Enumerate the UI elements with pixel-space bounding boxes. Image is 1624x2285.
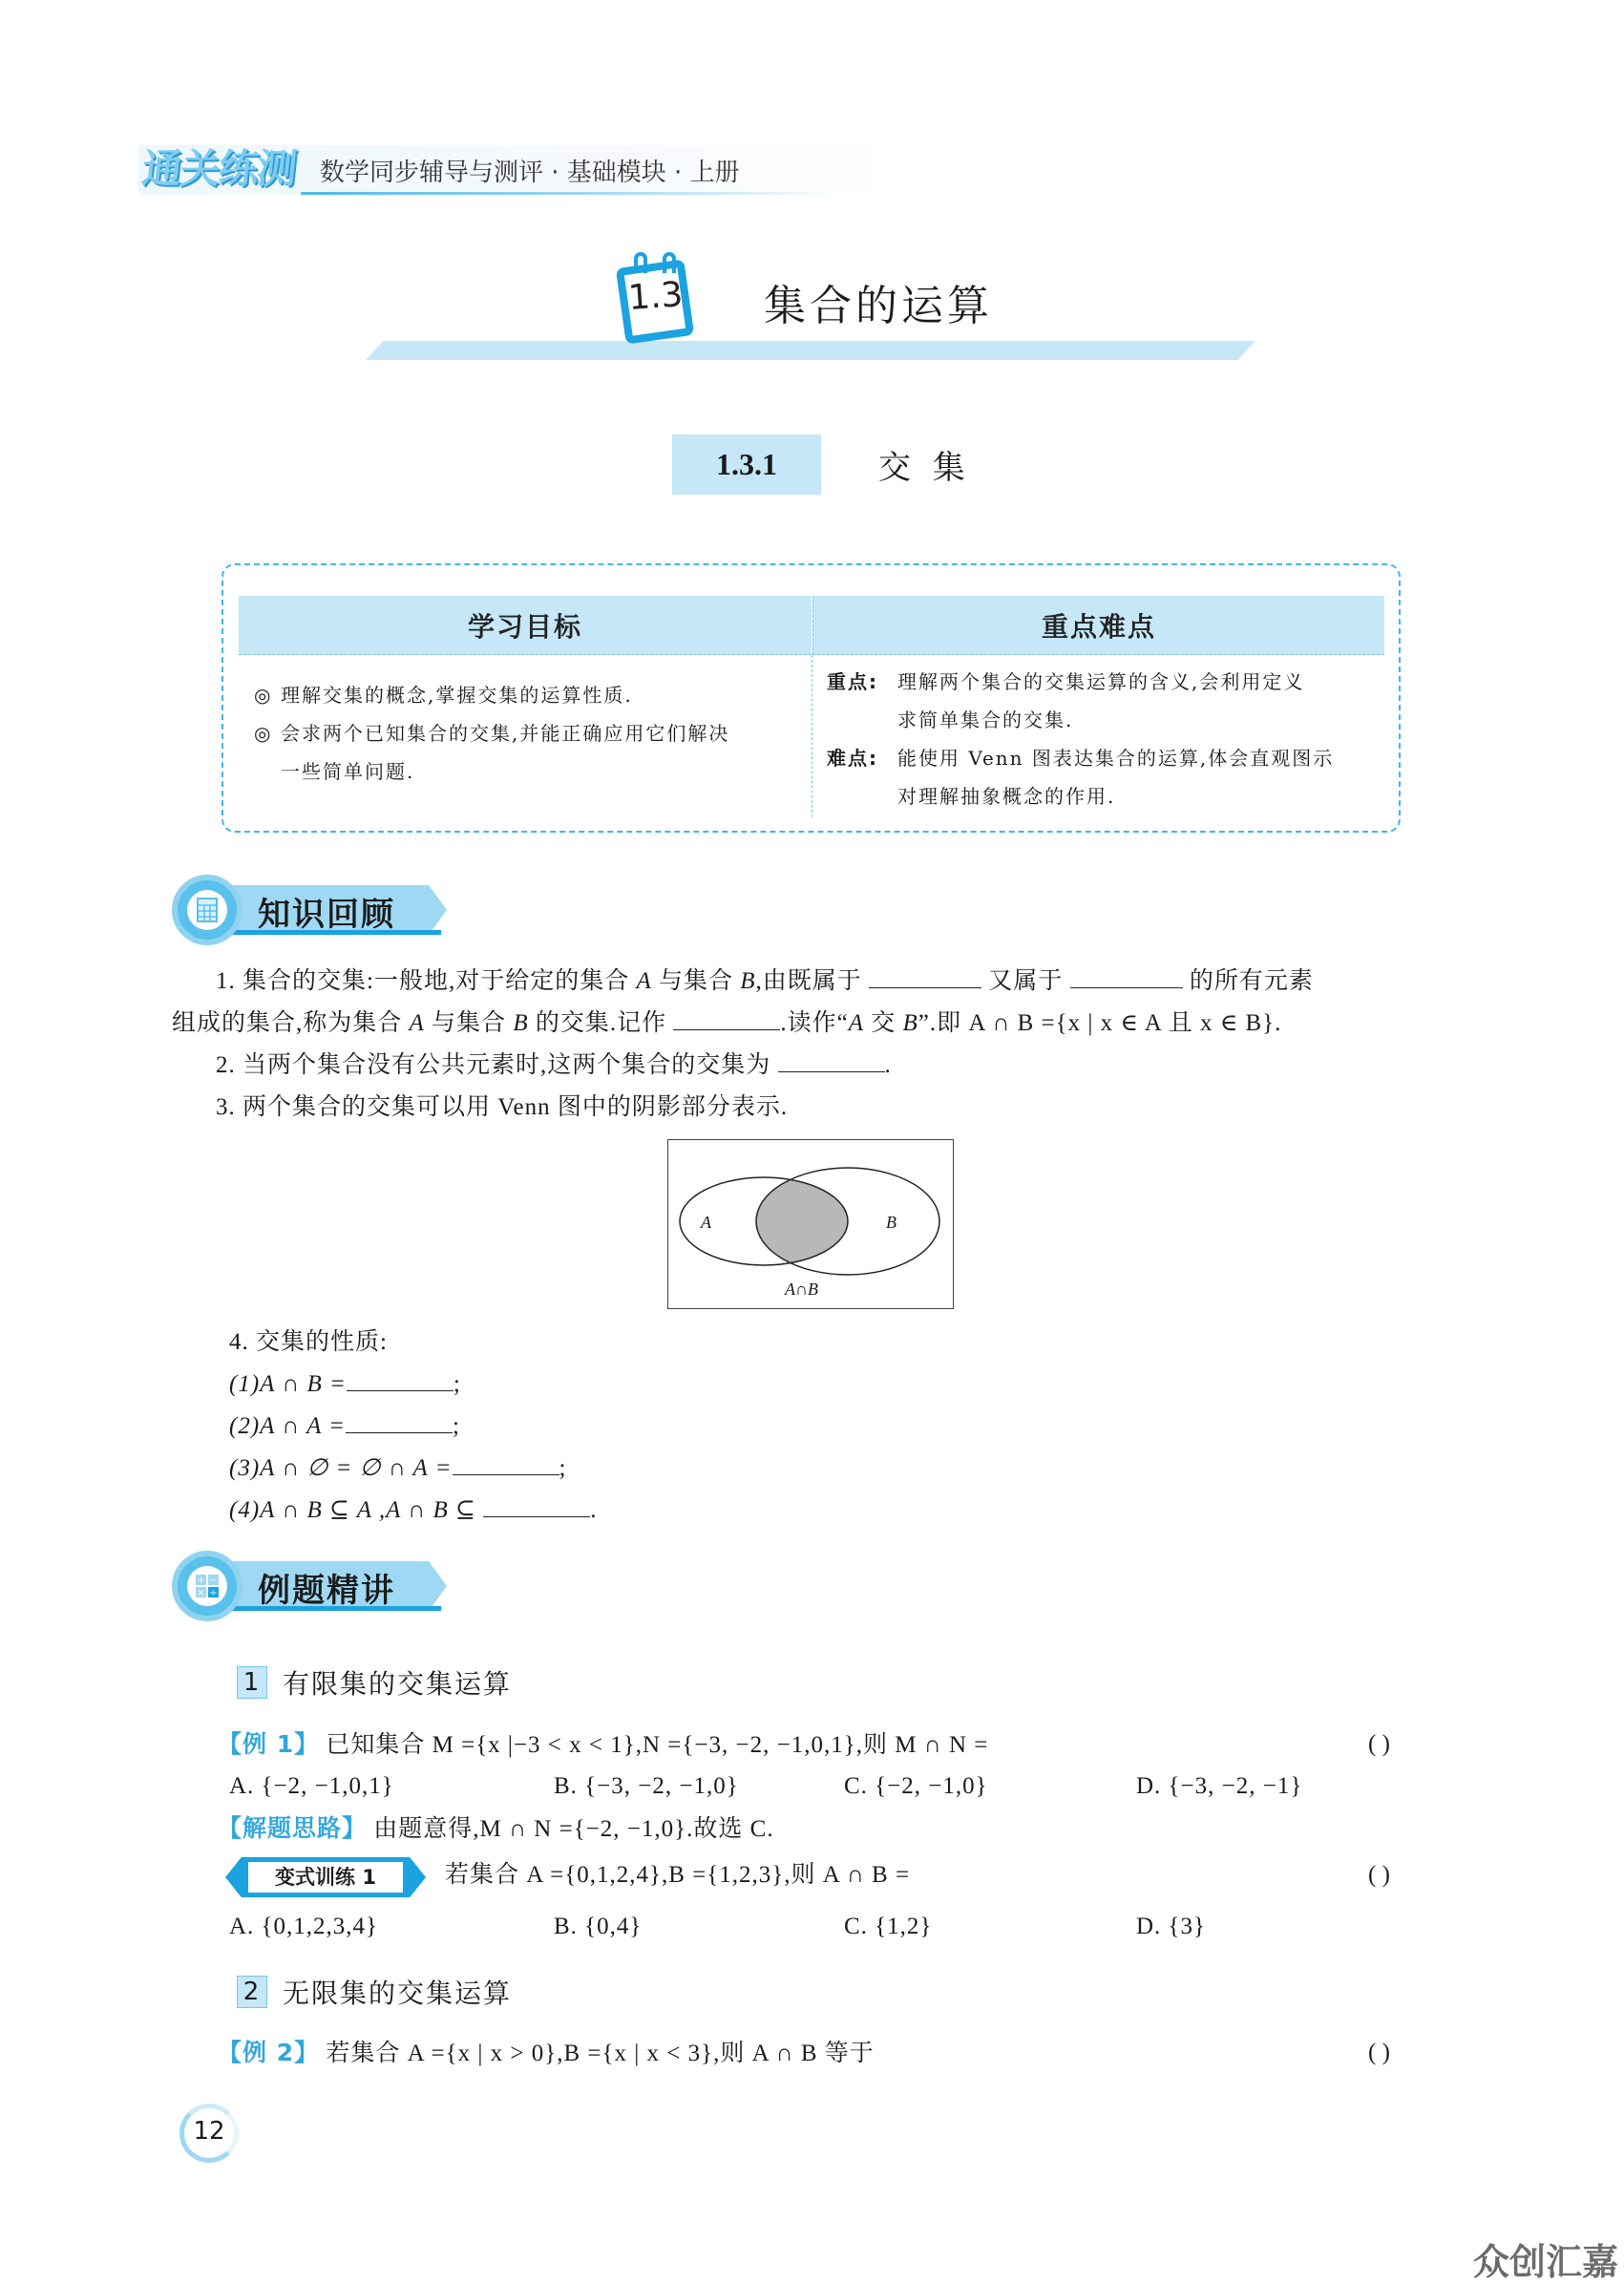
running-header xyxy=(138,141,893,199)
fill-blank[interactable] xyxy=(483,1491,590,1517)
watermark: 众创汇嘉 xyxy=(1473,2241,1619,2283)
double-circle-bullet-icon: ◎ xyxy=(254,722,273,745)
review-item-1-line-2: 组成的集合,称为集合 A 与集合 B 的交集.记作 .读作“A 交 B”.即 A ∩ B ={x | x ∈ A 且 x ∈ B}. xyxy=(172,1003,1281,1045)
chapter-title: 集合的运算 xyxy=(764,282,993,330)
svg-text:−: − xyxy=(209,1576,218,1586)
option-a: A. {−2, −1,0,1} xyxy=(229,1773,394,1799)
topic-number-badge: 1 xyxy=(237,1666,267,1699)
property-1: (1)A ∩ B = ; xyxy=(229,1364,461,1406)
example-tag: 【例 2】 xyxy=(218,2039,320,2066)
banner-title: 知识回顾 xyxy=(258,896,395,934)
venn-diagram xyxy=(667,1139,954,1309)
key-point-item: 重点: 理解两个集合的交集运算的含义,会利用定义 xyxy=(827,663,1376,701)
set-b-label: B xyxy=(886,1213,896,1232)
learning-goals-heading: 学习目标 xyxy=(239,596,812,655)
example-1-question: 【例 1】 已知集合 M ={x |−3 < x < 1},N ={−3, −2, −1,0,1},则 M ∩ N = xyxy=(218,1730,989,1758)
chapter-number: 1.3 xyxy=(626,275,685,318)
section-title: 交 集 xyxy=(878,449,971,487)
fill-blank[interactable] xyxy=(1070,962,1183,988)
option-c: C. {−2, −1,0} xyxy=(844,1773,988,1799)
difficulty-label: 难点: xyxy=(827,747,878,770)
option-c: C. {1,2} xyxy=(844,1914,933,1939)
svg-text:×: × xyxy=(197,1588,205,1598)
book-subtitle: 数学同步辅导与测评 · 基础模块 · 上册 xyxy=(320,159,740,187)
topic-2-heading xyxy=(237,1973,512,2011)
knowledge-review-banner xyxy=(172,871,449,947)
answer-bracket[interactable]: ( ) xyxy=(1368,1731,1390,1757)
header-underline xyxy=(301,192,835,195)
chapter-title-bar xyxy=(366,341,1255,360)
goal-item-continued: 一些简单问题. xyxy=(281,760,415,783)
example-tag: 【例 1】 xyxy=(218,1730,320,1758)
solution-tag: 【解题思路】 xyxy=(218,1814,368,1842)
example-1-solution: 【解题思路】 由题意得,M ∩ N ={−2, −1,0}.故选 C. xyxy=(218,1814,774,1842)
page-number: 12 xyxy=(193,2117,225,2146)
double-circle-bullet-icon: ◎ xyxy=(254,684,273,707)
fill-blank[interactable] xyxy=(673,1004,780,1030)
calculator-icon xyxy=(187,1566,227,1606)
spreadsheet-icon xyxy=(187,890,227,930)
examples-banner xyxy=(172,1547,449,1623)
key-point-label: 重点: xyxy=(827,670,878,693)
set-a-label: A xyxy=(701,1213,711,1232)
fill-blank[interactable] xyxy=(346,1407,453,1433)
answer-bracket[interactable]: ( ) xyxy=(1368,1862,1390,1888)
property-4: (4)A ∩ B ⊆ A ,A ∩ B ⊆ . xyxy=(229,1490,597,1532)
page-number-badge xyxy=(172,2096,248,2172)
series-logo: 通关练测 xyxy=(139,145,298,192)
goal-item: ◎ 会求两个已知集合的交集,并能正确应用它们解决 xyxy=(254,714,803,752)
banner-title: 例题精讲 xyxy=(258,1572,395,1610)
key-points-list: 重点: 理解两个集合的交集运算的含义,会利用定义 求简单集合的交集. 难点: 能使用 Venn 图表达集合的运算,体会直观图示 对理解抽象概念的作用. xyxy=(827,663,1376,815)
key-points-heading: 重点难点 xyxy=(812,596,1384,655)
option-a: A. {0,1,2,3,4} xyxy=(229,1914,379,1939)
calendar-icon xyxy=(621,250,693,344)
intersection-label: A∩B xyxy=(785,1280,818,1299)
review-item-2: 2. 当两个集合没有公共元素时,这两个集合的交集为 . xyxy=(216,1045,892,1087)
section-number: 1.3.1 xyxy=(672,434,821,495)
fill-blank[interactable] xyxy=(347,1365,453,1391)
property-3: (3)A ∩ ∅ = ∅ ∩ A = ; xyxy=(229,1448,566,1490)
variant-badge: 变式训练 1 xyxy=(225,1857,426,1897)
example-2-question: 【例 2】 若集合 A ={x | x > 0},B ={x | x < 3},则 A ∩ B 等于 xyxy=(218,2039,875,2066)
review-item-3: 3. 两个集合的交集可以用 Venn 图中的阴影部分表示. xyxy=(216,1094,789,1120)
review-item-1-line-1: 1. 集合的交集:一般地,对于给定的集合 A 与集合 B,由既属于 又属于 的所有元素 xyxy=(216,961,1314,1003)
property-2: (2)A ∩ A = ; xyxy=(229,1406,460,1448)
option-b: B. {0,4} xyxy=(554,1914,643,1939)
objectives-box xyxy=(221,563,1401,833)
difficulty-item: 难点: 能使用 Venn 图表达集合的运算,体会直观图示 xyxy=(827,739,1376,777)
topic-1-heading xyxy=(237,1663,512,1702)
svg-text:+: + xyxy=(197,1576,205,1586)
learning-goals-list xyxy=(254,676,803,791)
variant-1-question: 若集合 A ={0,1,2,4},B ={1,2,3},则 A ∩ B = xyxy=(445,1862,911,1888)
option-d: D. {−3, −2, −1} xyxy=(1136,1773,1303,1799)
topic-title: 无限集的交集运算 xyxy=(283,1978,513,2009)
variant-training-1 xyxy=(225,1857,426,1901)
option-b: B. {−3, −2, −1,0} xyxy=(554,1773,739,1799)
fill-blank[interactable] xyxy=(778,1046,885,1072)
topic-title: 有限集的交集运算 xyxy=(283,1668,513,1700)
topic-number-badge: 2 xyxy=(237,1976,267,2008)
answer-bracket[interactable]: ( ) xyxy=(1368,2040,1390,2065)
fill-blank[interactable] xyxy=(453,1449,559,1475)
option-d: D. {3} xyxy=(1136,1914,1207,1939)
properties-title: 4. 交集的性质: xyxy=(229,1329,388,1355)
goal-item: ◎ 理解交集的概念,掌握交集的运算性质. xyxy=(254,676,803,714)
fill-blank[interactable] xyxy=(869,962,981,988)
svg-text:÷: ÷ xyxy=(209,1588,218,1598)
